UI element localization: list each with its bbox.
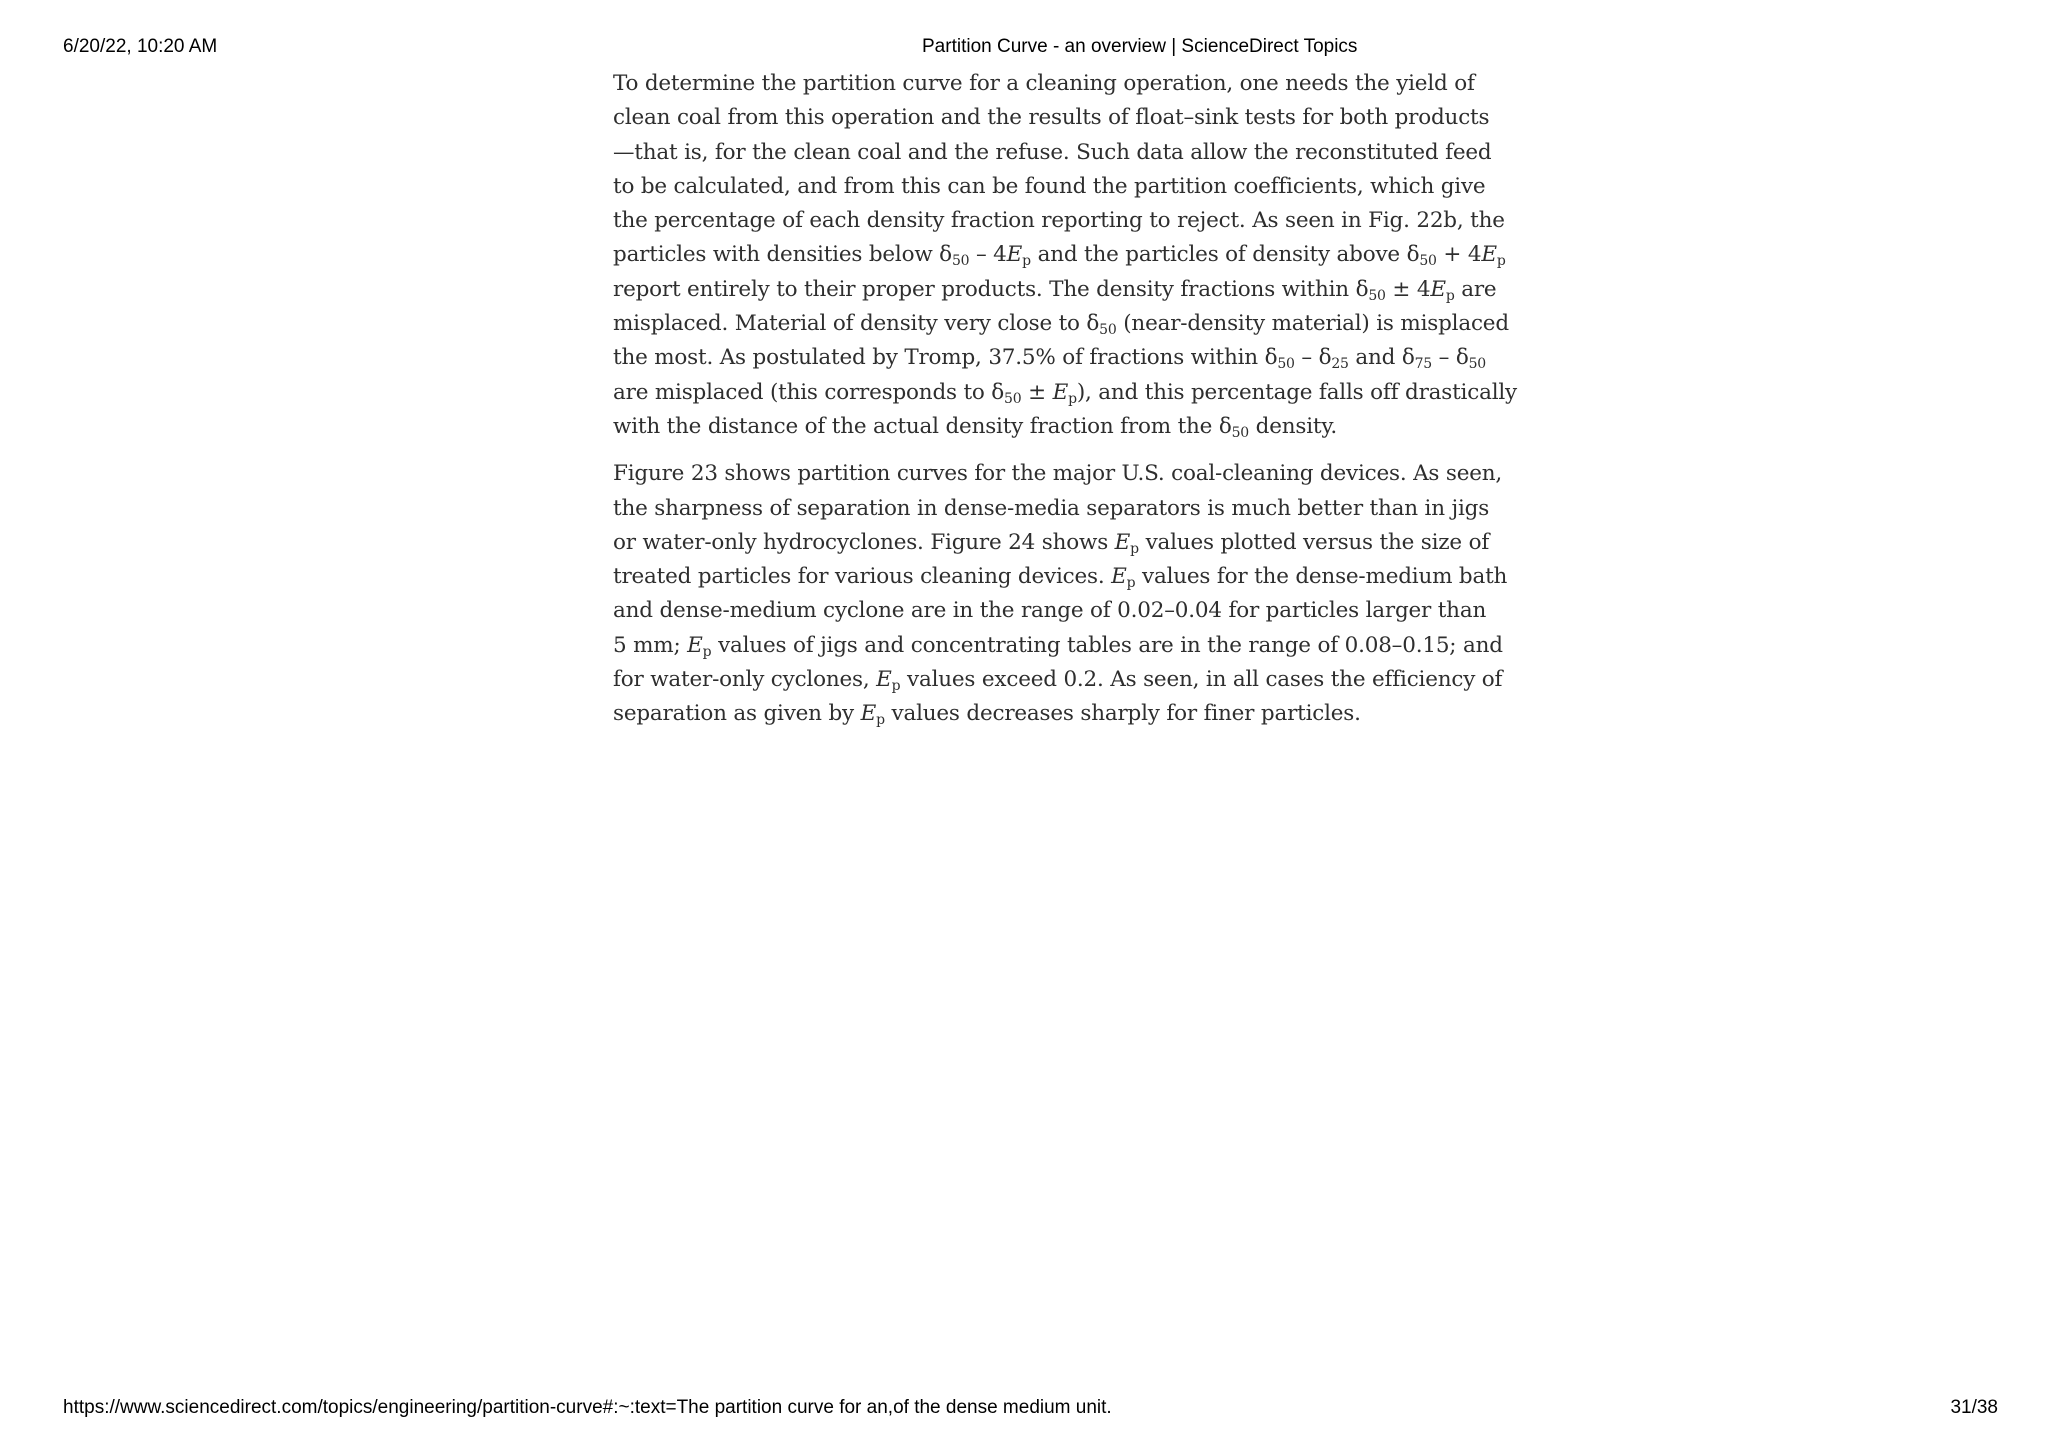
text-fragment: – δ [1432, 345, 1469, 371]
text-fragment: and the particles of density above δ [1030, 242, 1420, 268]
text-line [613, 526, 1490, 560]
text-line: the percentage of each density fraction reporting to reject. As seen in Fig. 22b, the [613, 208, 1505, 234]
text-line [613, 273, 1497, 307]
symbol-e: E [1481, 242, 1497, 268]
text-line: —that is, for the clean coal and the refuse. Such data allow the reconstituted feed [613, 139, 1492, 165]
text-fragment: are [1454, 276, 1497, 302]
print-footer [0, 1396, 2048, 1420]
print-page-title: Partition Curve - an overview | ScienceDirect Topics [922, 36, 1358, 57]
text-fragment: (near-density material) is misplaced [1116, 311, 1509, 337]
text-line [613, 629, 1503, 663]
text-fragment: ± 4 [1385, 276, 1431, 302]
paragraph-partition-curve [613, 67, 1517, 444]
text-fragment: + 4 [1436, 242, 1482, 268]
subscript: 50 [1419, 253, 1437, 270]
symbol-e: E [876, 667, 892, 693]
print-datetime: 6/20/22, 10:20 AM [63, 36, 218, 57]
text-line [613, 307, 1509, 341]
text-fragment: ), and this percentage falls off drastically [1076, 379, 1517, 405]
text-fragment: for water-only cyclones, [613, 667, 877, 693]
text-line: clean coal from this operation and the results of float–sink tests for both products [613, 105, 1490, 131]
symbol-e: E [1111, 564, 1127, 590]
subscript: p [1022, 253, 1031, 270]
text-fragment: or water-only hydrocyclones. Figure 24 shows [613, 529, 1115, 555]
symbol-e: E [860, 701, 877, 727]
text-line [613, 560, 1508, 594]
subscript: p [1068, 390, 1077, 407]
text-fragment: density. [1249, 413, 1338, 439]
text-fragment: treated particles for various cleaning devices. [613, 564, 1112, 590]
text-fragment: the most. As postulated by Tromp, 37.5% of fractions within δ [613, 345, 1278, 371]
text-fragment: values plotted versus the size of [1138, 529, 1490, 555]
text-fragment: – δ [1294, 345, 1332, 371]
text-fragment: values exceed 0.2. As seen, in all cases the efficiency of [900, 667, 1503, 693]
subscript: 50 [1004, 390, 1022, 407]
text-fragment: – 4 [969, 242, 1007, 268]
text-line: To determine the partition curve for a cleaning operation, one needs the yield of [613, 71, 1475, 96]
text-line [613, 697, 1453, 731]
print-header [0, 35, 2048, 59]
subscript: p [876, 712, 885, 729]
text-line: and dense-medium cyclone are in the range of 0.02–0.04 for particles larger than [613, 598, 1487, 624]
symbol-e: E [1006, 242, 1023, 268]
symbol-e: E [1114, 529, 1131, 555]
text-fragment: values decreases sharply for finer particles. [884, 701, 1361, 727]
subscript: p [702, 643, 712, 660]
text-fragment: ± [1021, 379, 1053, 405]
subscript: 50 [1368, 287, 1386, 304]
subscript: 50 [1468, 356, 1487, 373]
text-fragment: separation as given by [613, 701, 861, 727]
text-line: to be calculated, and from this can be found the partition coefficients, which give [613, 173, 1486, 199]
text-fragment: report entirely to their proper products. The density fractions within δ [613, 276, 1369, 302]
text-fragment: 5 mm; [613, 632, 688, 658]
symbol-e: E [687, 632, 703, 658]
subscript: p [1130, 540, 1139, 557]
subscript: 75 [1414, 356, 1433, 373]
paragraph-coal-cleaning-devices [613, 457, 1508, 731]
article-body [613, 67, 1517, 745]
text-fragment: misplaced. Material of density very close to δ [613, 311, 1100, 337]
text-line: the sharpness of separation in dense-media separators is much better than in jigs [613, 495, 1490, 521]
text-fragment: values of jigs and concentrating tables are in the range of 0.08–0.15; and [711, 632, 1503, 658]
text-line [613, 376, 1517, 410]
text-fragment: particles with densities below δ [613, 242, 952, 268]
subscript: p [891, 678, 901, 695]
text-line [613, 341, 1487, 375]
subscript: 50 [1231, 424, 1249, 441]
subscript: 50 [1277, 356, 1295, 373]
text-fragment: values for the dense-medium bath [1135, 564, 1508, 590]
print-url: https://www.sciencedirect.com/topics/engineering/partition-curve#:~:text=The partition curve for an,of the dense medium unit. [63, 1397, 1112, 1418]
text-line [613, 663, 1503, 697]
text-fragment: and δ [1348, 345, 1415, 371]
print-page-number: 31/38 [1950, 1397, 1998, 1418]
subscript: 50 [1099, 322, 1117, 339]
text-line: Figure 23 shows partition curves for the major U.S. coal-cleaning devices. As seen, [613, 461, 1503, 487]
symbol-e: E [1052, 379, 1069, 405]
subscript: p [1126, 575, 1136, 592]
symbol-e: E [1430, 276, 1446, 302]
text-line [613, 410, 1453, 444]
text-line [613, 238, 1506, 272]
subscript: 50 [951, 253, 970, 270]
subscript: p [1496, 253, 1506, 270]
text-fragment: are misplaced (this corresponds to δ [613, 379, 1005, 405]
subscript: 25 [1331, 356, 1349, 373]
subscript: p [1445, 287, 1455, 304]
text-fragment: with the distance of the actual density fraction from the δ [613, 413, 1232, 439]
